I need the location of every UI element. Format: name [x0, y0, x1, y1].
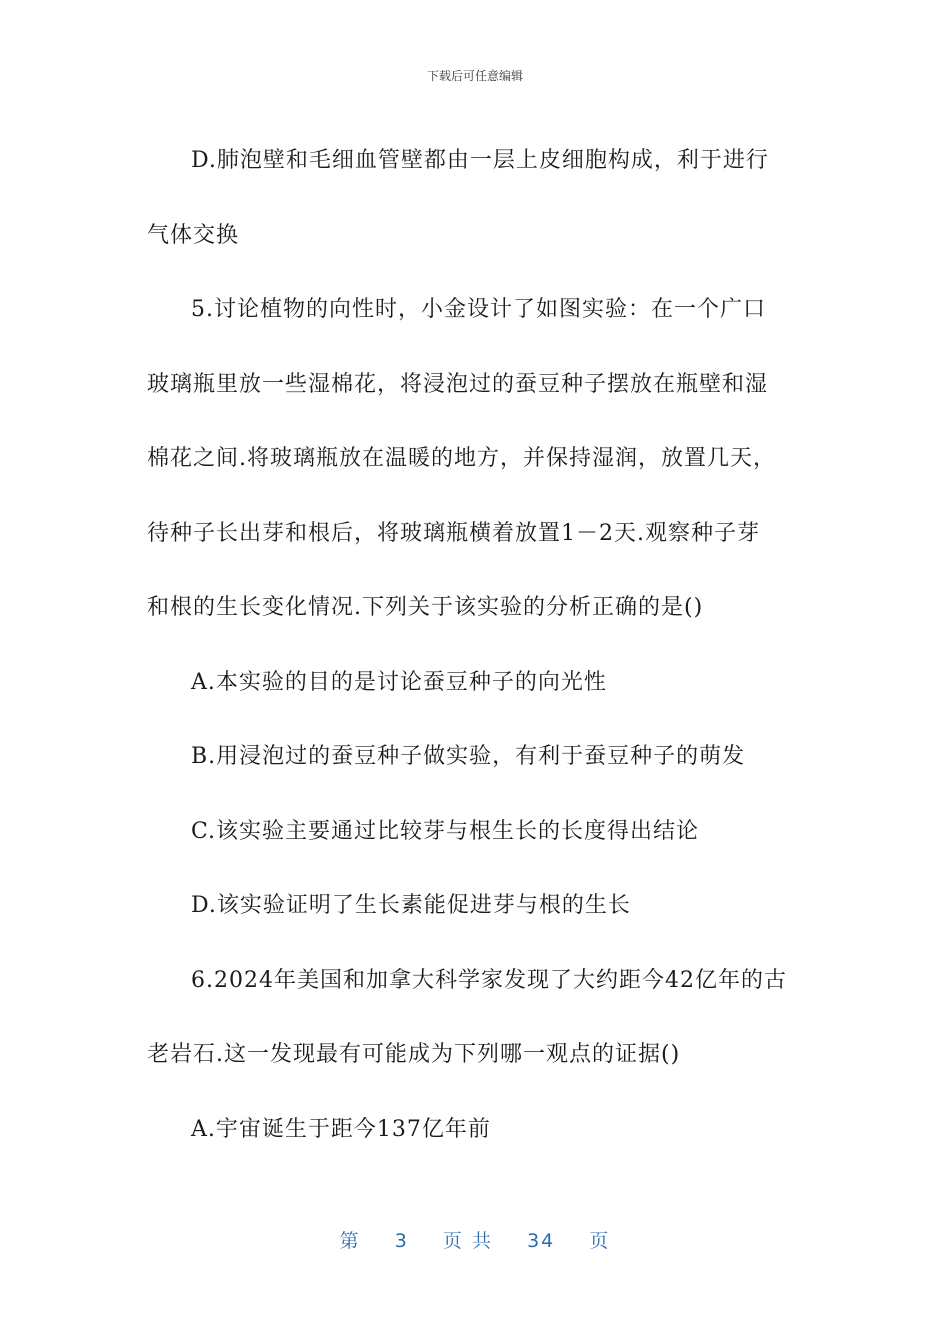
- text-line: 待种子长出芽和根后，将玻璃瓶横着放置1－2天.观察种子芽: [147, 520, 760, 546]
- text-line: 和根的生长变化情况.下列关于该实验的分析正确的是(): [147, 595, 704, 620]
- question-6: 6.2024年美国和加拿大科学家发现了大约距今42亿年的古: [191, 967, 787, 993]
- total-pages-number: 34: [527, 1230, 556, 1252]
- option-b: B.用浸泡过的蚕豆种子做实验，有利于蚕豆种子的萌发: [191, 744, 746, 769]
- option-d: D.该实验证明了生长素能促进芽与根的生长: [191, 893, 631, 918]
- text-line: 老岩石.这一发现最有可能成为下列哪一观点的证据(): [147, 1042, 681, 1067]
- option-c: C.该实验主要通过比较芽与根生长的长度得出结论: [191, 818, 700, 844]
- footer-prefix: 第: [339, 1230, 361, 1252]
- footer-middle: 页 共: [442, 1230, 493, 1252]
- option-a: A.本实验的目的是讨论蚕豆种子的向光性: [191, 669, 607, 695]
- text-line: 气体交换: [147, 222, 240, 248]
- document-body: [147, 124, 807, 1167]
- footer-suffix: 页: [589, 1230, 611, 1252]
- text-line: 棉花之间.将玻璃瓶放在温暖的地方，并保持湿润，放置几天，: [147, 446, 776, 471]
- text-line: 玻璃瓶里放一些湿棉花，将浸泡过的蚕豆种子摆放在瓶壁和湿: [147, 371, 769, 397]
- text-line: D.肺泡壁和毛细血管壁都由一层上皮细胞构成，利于进行: [191, 148, 769, 173]
- page-footer: [0, 1226, 950, 1253]
- header-text: 下载后可任意编辑: [426, 69, 523, 83]
- question-5: 5.讨论植物的向性时，小金设计了如图实验：在一个广口: [191, 297, 766, 322]
- page-header: [0, 67, 950, 84]
- current-page-number: 3: [394, 1230, 409, 1252]
- option-a: A.宇宙诞生于距今137亿年前: [191, 1116, 491, 1142]
